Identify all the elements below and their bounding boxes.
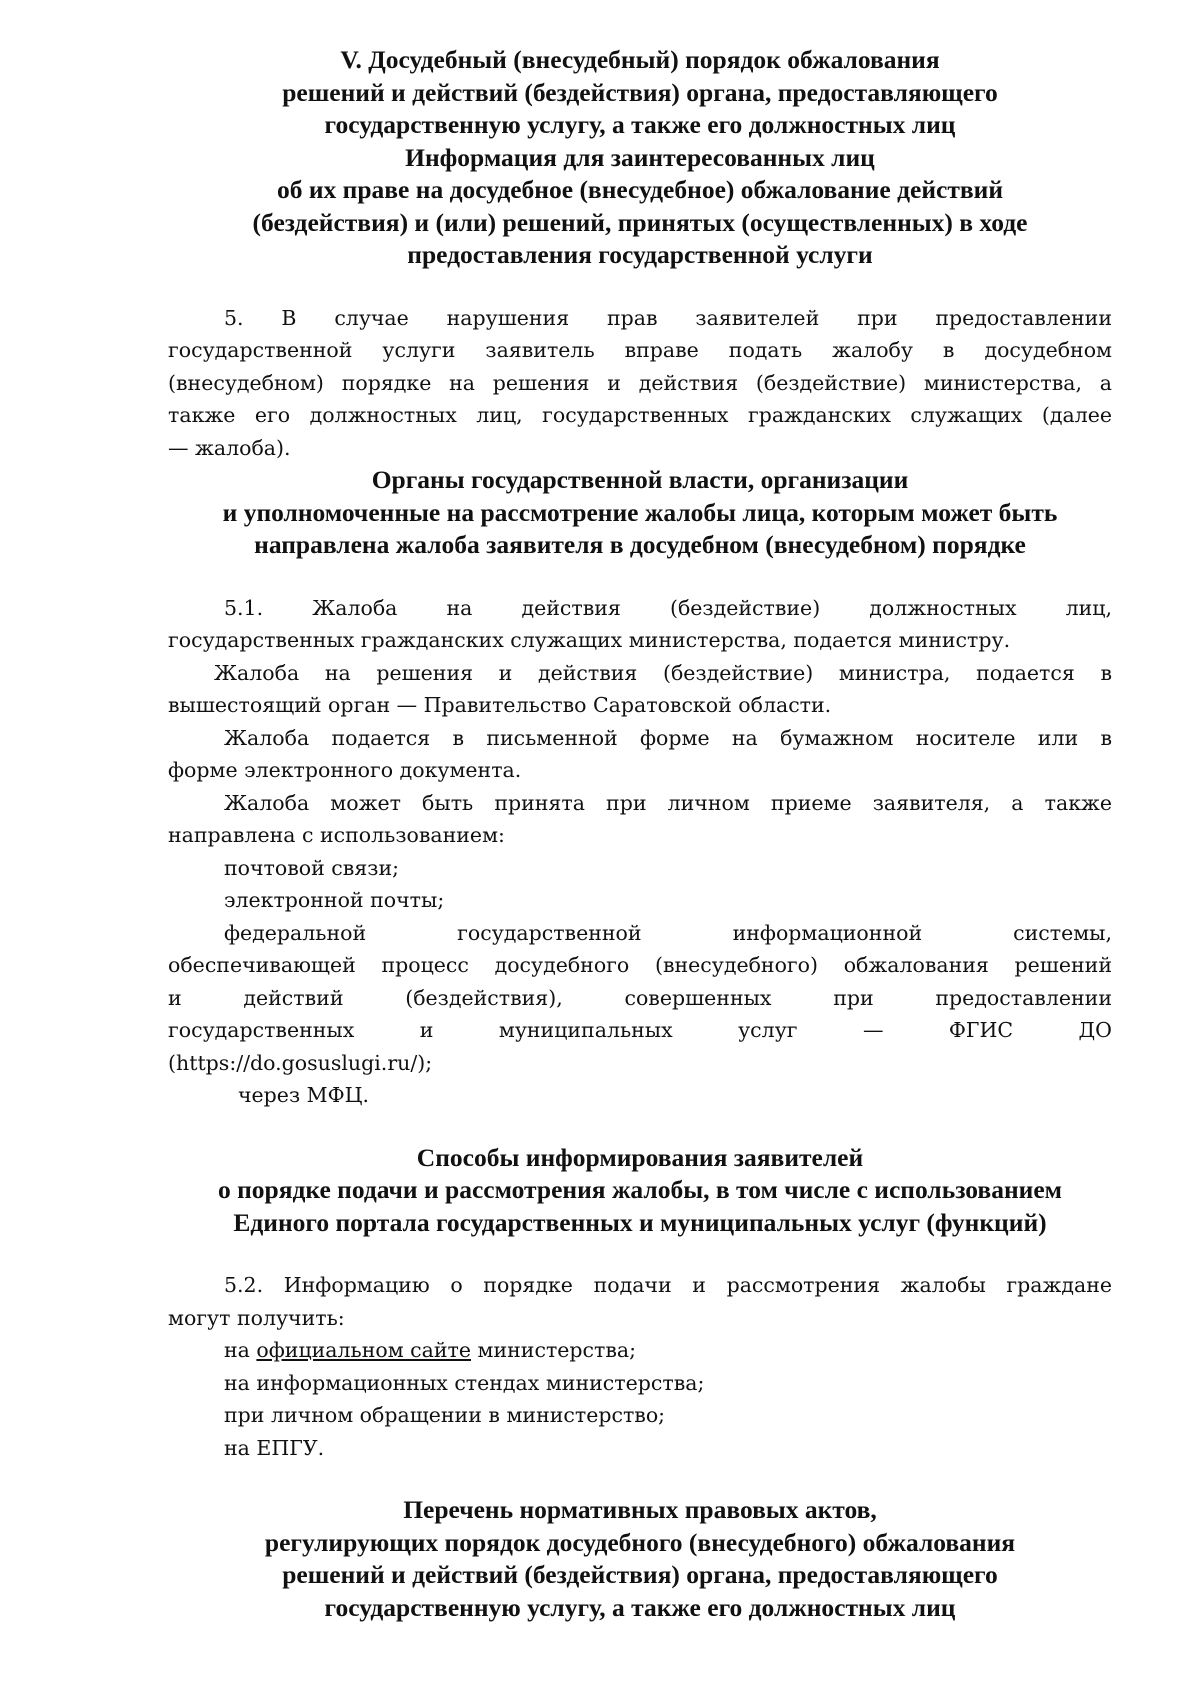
paragraph-5-2	[168, 1269, 1112, 1334]
paragraph-line: — жалоба).	[168, 435, 291, 460]
list-item: при личном обращении в министерство;	[224, 1403, 666, 1427]
paragraph-line: государственных гражданских служащих министерства, подается министру.	[168, 628, 1011, 652]
heading-line: решений и действий (бездействия) органа, предоставляющего	[282, 77, 998, 107]
heading-line: Органы государственной власти, организации	[371, 465, 909, 494]
paragraph-line: 5. В случае нарушения прав заявителей при предоставлении	[224, 305, 1112, 330]
info-list	[168, 1334, 1112, 1464]
list-item-suffix: министерства;	[471, 1338, 637, 1362]
paragraph-line: и действий (бездействия), совершенных при предоставлении	[168, 985, 1112, 1010]
paragraph-line: 5.2. Информацию о порядке подачи и рассмотрения жалобы граждане	[224, 1273, 1112, 1297]
heading-line: предоставления государственной услуги	[407, 240, 873, 269]
heading-line: решений и действий (бездействия) органа, предоставляющего	[282, 1560, 998, 1589]
paragraph-line: также его должностных лиц, государственных гражданских служащих (далее	[168, 403, 1112, 427]
methods-heading	[168, 1142, 1112, 1240]
paragraph-line: государственных и муниципальных услуг — ФГИС ДО	[168, 1018, 1112, 1042]
acts-heading	[168, 1494, 1112, 1624]
heading-line: регулирующих порядок досудебного (внесудебного) обжалования	[264, 1527, 1016, 1557]
paragraph-complaint-form	[168, 722, 1112, 787]
heading-line: Способы информирования заявителей	[416, 1142, 864, 1172]
paragraph-line: государственной услуги заявитель вправе подать жалобу в досудебном	[168, 338, 1112, 362]
heading-line: государственную услугу, а также его должностных лиц	[324, 110, 956, 139]
paragraph-line: (https://do.gosuslugi.ru/);	[168, 1050, 433, 1075]
paragraph-line: вышестоящий орган — Правительство Саратовской области.	[168, 693, 832, 717]
paragraph-line: направлена с использованием:	[168, 823, 505, 847]
list-item: на ЕПГУ.	[224, 1435, 325, 1460]
list-item: электронной почты;	[224, 888, 445, 912]
heading-line: об их праве на досудебное (внесудебное) обжалование действий	[276, 175, 1004, 204]
heading-line: V. Досудебный (внесудебный) порядок обжалования	[340, 45, 940, 74]
heading-line: (бездействия) и (или) решений, принятых (осуществленных) в ходе	[252, 207, 1028, 237]
paragraph-line: могут получить:	[168, 1305, 345, 1330]
list-item: на информационных стендах министерства;	[224, 1370, 705, 1395]
channel-list	[168, 852, 1112, 1112]
list-item: федеральной государственной информационной системы,	[224, 920, 1112, 945]
paragraph-line: 5.1. Жалоба на действия (бездействие) должностных лиц,	[224, 595, 1112, 620]
paragraph-complaint-channels	[168, 787, 1112, 852]
official-site-link[interactable]: официальном сайте	[256, 1338, 472, 1362]
paragraph-minister-complaint	[168, 657, 1112, 722]
paragraph-line: (внесудебном) порядке на решения и действия (бездействие) министерства, а	[168, 370, 1112, 395]
heading-line: и уполномоченные на рассмотрение жалобы лица, которым может быть	[222, 497, 1058, 527]
list-item-official-site	[168, 1334, 1112, 1367]
paragraph-line: Жалоба подается в письменной форме на бумажном носителе или в	[224, 725, 1112, 750]
paragraph-5	[168, 302, 1112, 465]
paragraph-line: Жалоба может быть принята при личном приеме заявителя, а также	[224, 790, 1112, 815]
paragraph-line: форме электронного документа.	[168, 758, 522, 782]
paragraph-line: Жалоба на решения и действия (бездействие) министра, подается в	[214, 660, 1112, 685]
heading-line: Перечень нормативных правовых актов,	[403, 1495, 877, 1524]
paragraph-5-1	[168, 592, 1112, 657]
heading-line: о порядке подачи и рассмотрения жалобы, в том числе с использованием	[217, 1175, 1063, 1204]
paragraph-line: обеспечивающей процесс досудебного (внесудебного) обжалования решений	[168, 953, 1112, 977]
heading-line: направлена жалоба заявителя в досудебном (внесудебном) порядке	[254, 530, 1026, 559]
list-item: через МФЦ.	[238, 1083, 370, 1107]
heading-line: Единого портала государственных и муниципальных услуг (функций)	[233, 1207, 1047, 1237]
heading-line: государственную услугу, а также его должностных лиц	[324, 1592, 956, 1622]
section-5-heading	[168, 44, 1112, 272]
document-page	[168, 44, 1112, 1624]
heading-line: Информация для заинтересованных лиц	[405, 142, 875, 172]
list-item-prefix: на	[224, 1338, 257, 1362]
organs-heading	[168, 464, 1112, 562]
list-item: почтовой связи;	[224, 855, 400, 880]
